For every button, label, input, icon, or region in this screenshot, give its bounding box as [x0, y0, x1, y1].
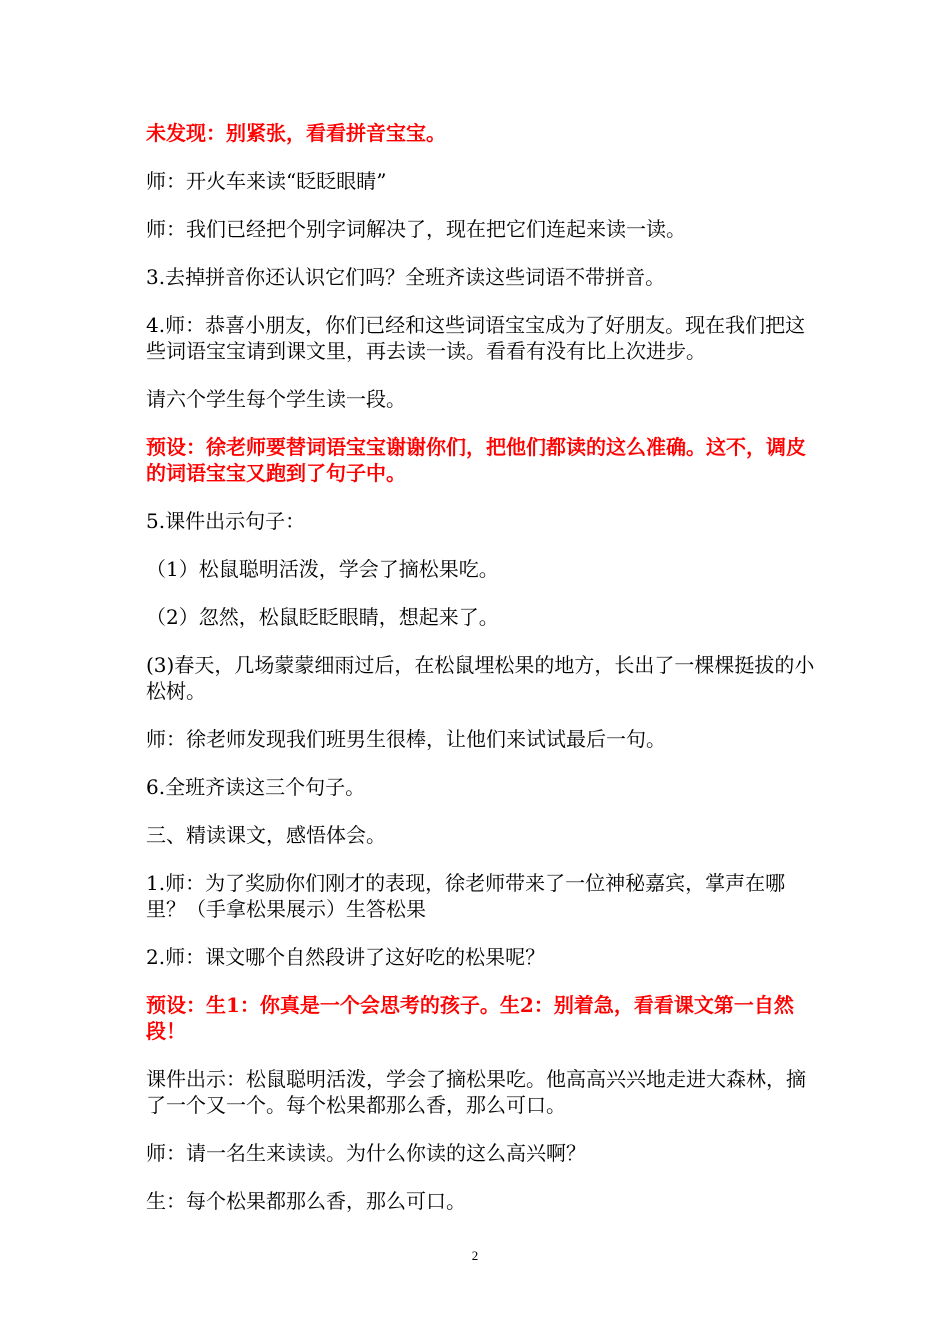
paragraph: 师：请一名生来读读。为什么你读的这么高兴啊？ [146, 1141, 586, 1165]
section-heading: 三、精读课文，感悟体会。 [146, 823, 386, 847]
paragraph: 请六个学生每个学生读一段。 [146, 387, 406, 411]
paragraph-notice: 未发现：别紧张，看看拼音宝宝。 [146, 121, 446, 145]
paragraph: 师：徐老师发现我们班男生很棒，让他们来试试最后一句。 [146, 727, 666, 751]
document-body [146, 120, 816, 1236]
page-number: 2 [471, 1248, 479, 1263]
paragraph-preset: 预设：徐老师要替词语宝宝谢谢你们，把他们都读的这么准确。这不，调皮的词语宝宝又跑到了句子中。 [146, 435, 806, 485]
paragraph-preset: 预设：生1：你真是一个会思考的孩子。生2：别着急，看看课文第一自然段！ [146, 993, 794, 1043]
paragraph: 生：每个松果都那么香，那么可口。 [146, 1189, 466, 1213]
paragraph-sentence-2: （2）忽然，松鼠眨眨眼睛，想起来了。 [146, 605, 499, 629]
paragraph-sentence-3: (3)春天，几场蒙蒙细雨过后，在松鼠埋松果的地方，长出了一棵棵挺拔的小松树。 [146, 653, 815, 703]
paragraph: 课件出示：松鼠聪明活泼，学会了摘松果吃。他高高兴兴地走进大森林，摘了一个又一个。每个松果都那么香，那么可口。 [146, 1067, 806, 1117]
paragraph: 1.师：为了奖励你们刚才的表现，徐老师带来了一位神秘嘉宾，掌声在哪里？（手拿松果展示）生答松果 [146, 871, 786, 921]
paragraph: 2.师：课文哪个自然段讲了这好吃的松果呢？ [146, 945, 546, 969]
paragraph: 6.全班齐读这三个句子。 [146, 775, 366, 799]
paragraph: 4.师：恭喜小朋友，你们已经和这些词语宝宝成为了好朋友。现在我们把这些词语宝宝请到课文里，再去读一读。看看有没有比上次进步。 [146, 313, 806, 363]
paragraph: 师：我们已经把个别字词解决了，现在把它们连起来读一读。 [146, 217, 686, 241]
paragraph: 3.去掉拼音你还认识它们吗？全班齐读这些词语不带拼音。 [146, 265, 666, 289]
paragraph: 师：开火车来读“眨眨眼睛” [146, 169, 387, 193]
paragraph: 5.课件出示句子： [146, 509, 306, 533]
paragraph-sentence-1: （1）松鼠聪明活泼，学会了摘松果吃。 [146, 557, 499, 581]
